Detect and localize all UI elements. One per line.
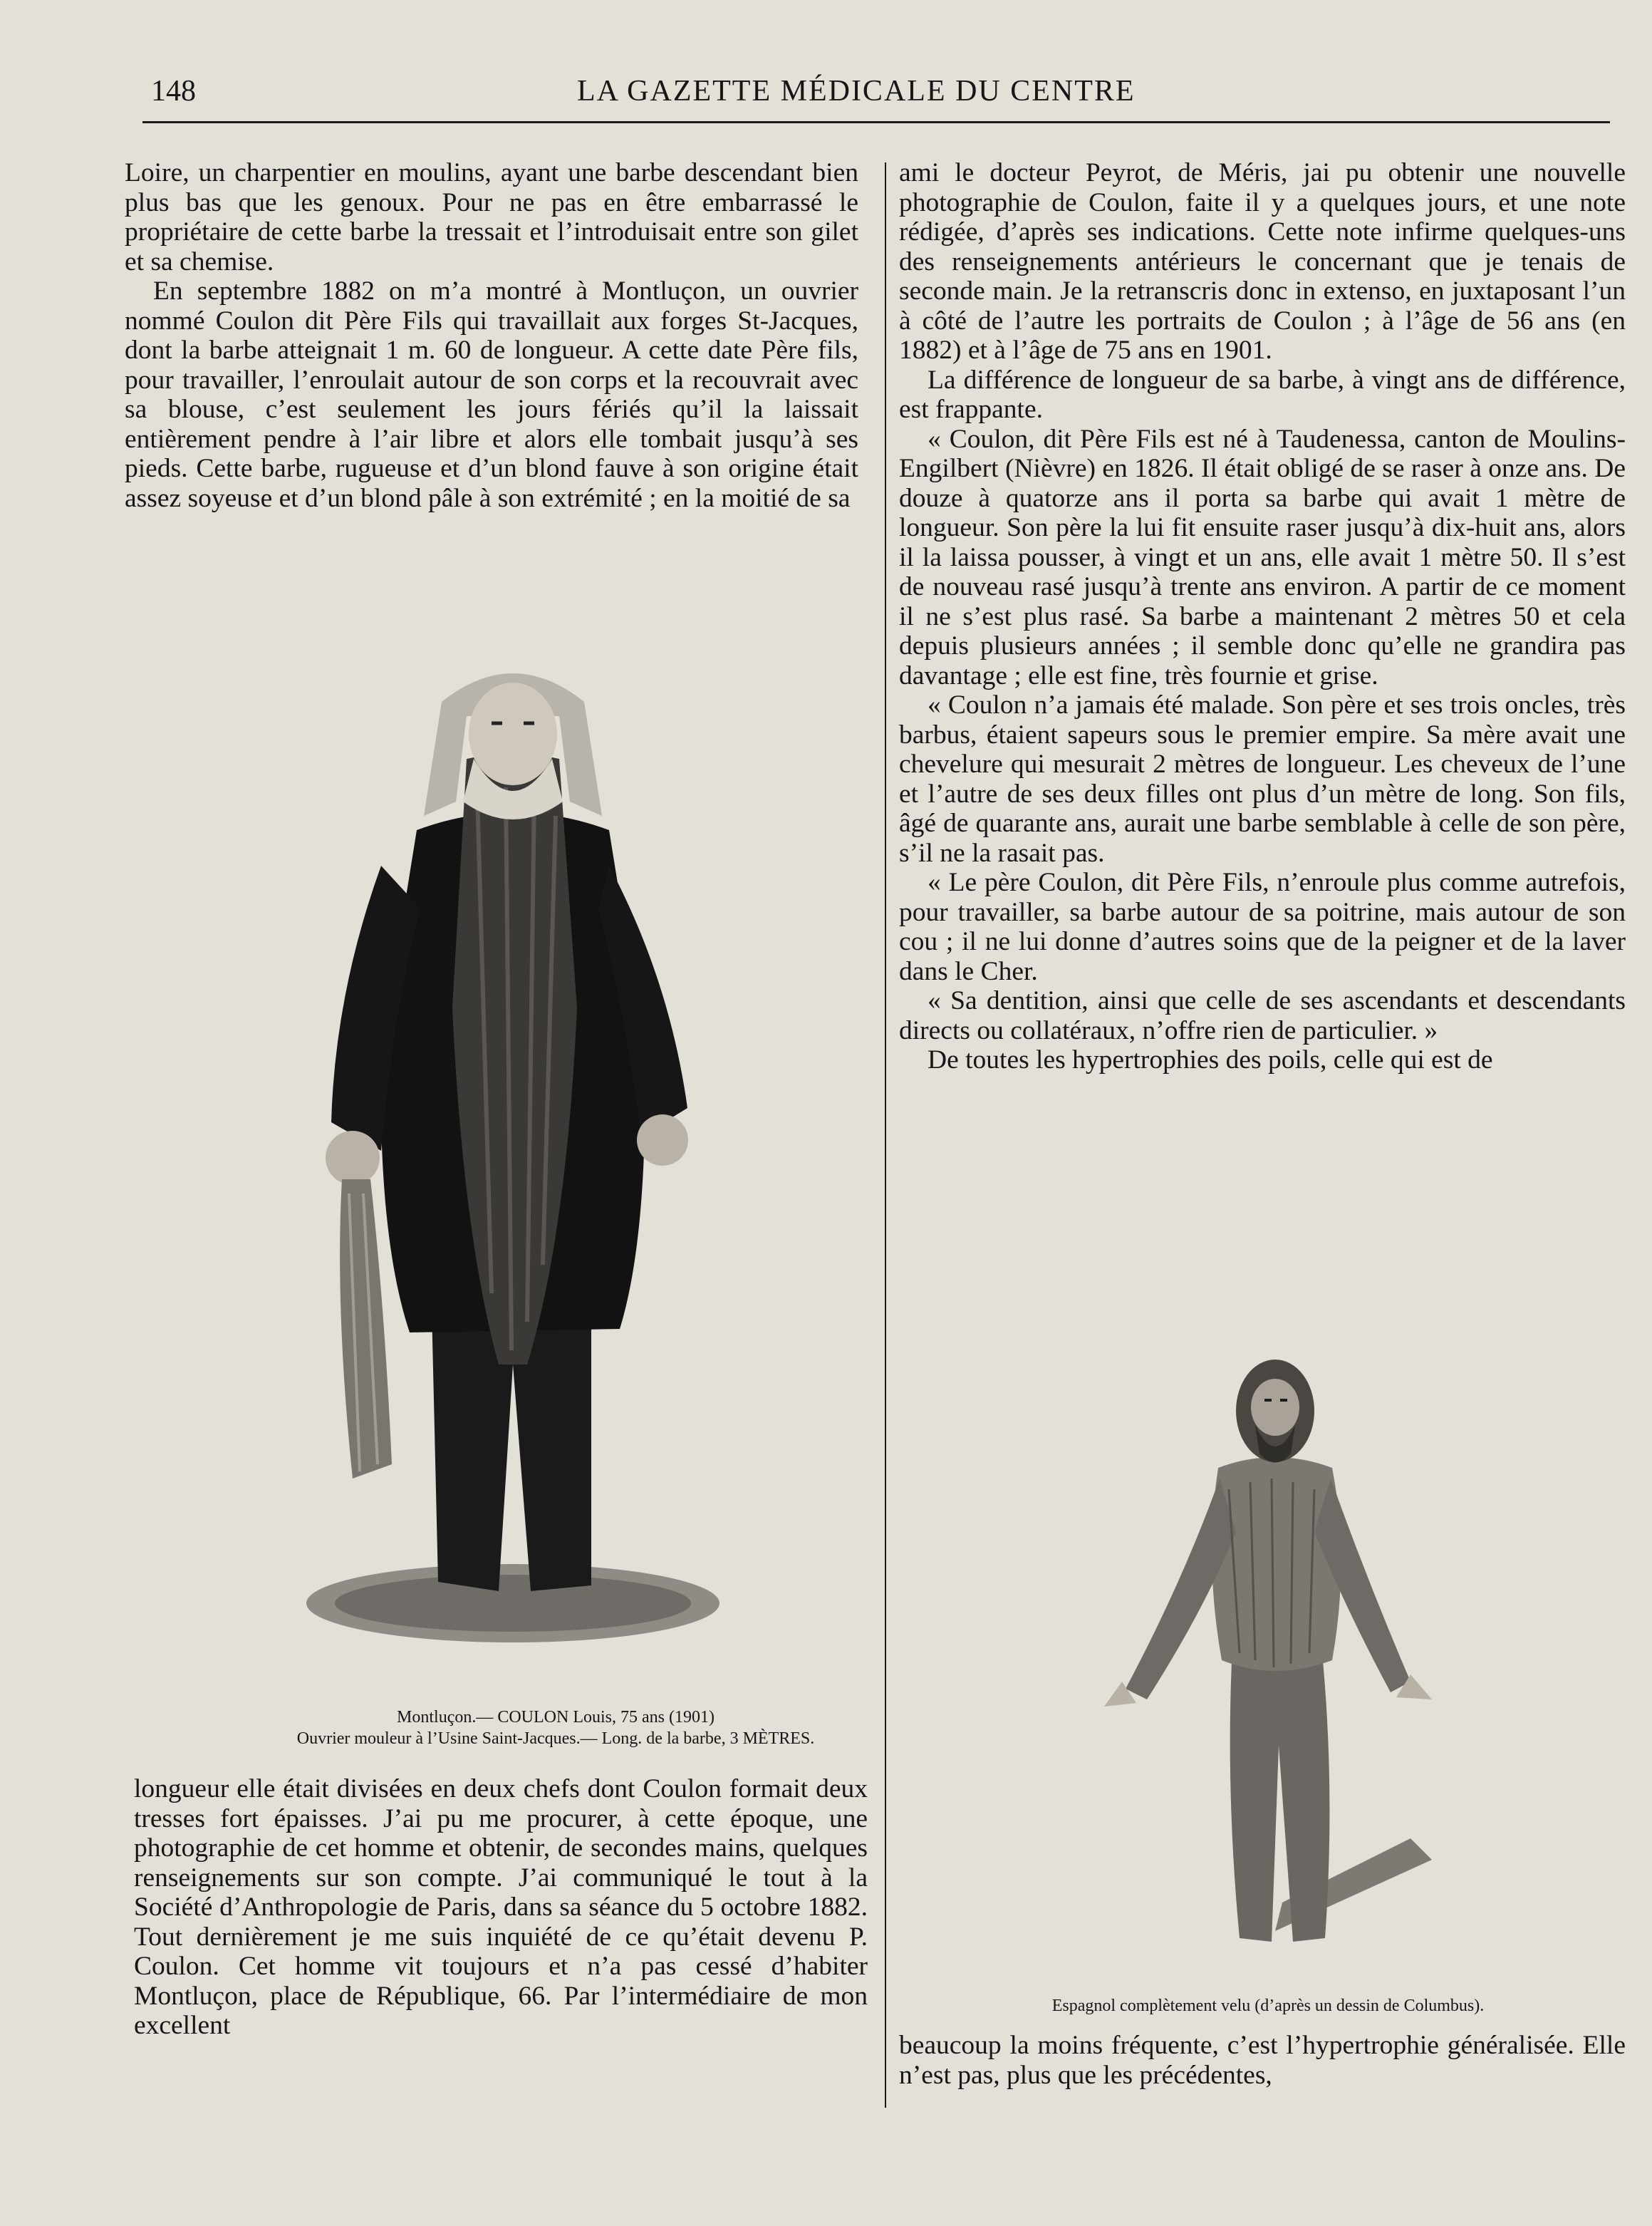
caption-line: Ouvrier mouleur à l’Usine Saint-Jacques.— Long. de la barbe, 3 MÈTRES. (296, 1729, 815, 1748)
paragraph: Loire, un charpentier en moulins, ayant une barbe descendant bien plus bas que les genoux. Pour ne pas en être embarrassé le propriétaire de cette barbe la tressait et l’introduisait entre son gilet et sa chemise. (125, 158, 858, 276)
paragraph: beaucoup la moins fréquente, c’est l’hypertrophie généralisée. Elle n’est pas, plus que les précédentes, (899, 2031, 1626, 2090)
paragraph: « Le père Coulon, dit Père Fils, n’enroule plus comme autrefois, pour travailler, sa barbe autour de sa poitrine, mais autour de son cou ; il ne lui donne d’autres soins que de la peigner et de la laver dans le Cher. (899, 868, 1626, 986)
paragraph: « Coulon n’a jamais été malade. Son père et ses trois oncles, très barbus, étaient sapeurs sous le premier empire. Sa mère avait une chevelure qui mesurait 2 mètres de longueur. Les cheveux de l’une et l’autre de ses deux filles ont plus d’un mètre de long. Son fils, âgé de quarante ans, aurait une barbe semblable à celle de son père, s’il ne la rasait pas. (899, 690, 1626, 868)
journal-title: LA GAZETTE MÉDICALE DU CENTRE (577, 75, 1136, 108)
hairy-man-drawing-icon (1097, 1347, 1439, 1967)
header-rule (142, 121, 1610, 123)
page-number: 148 (151, 75, 196, 108)
left-column-top-text (125, 158, 858, 513)
left-figure-caption (235, 1707, 876, 1749)
bearded-man-photograph-icon (285, 652, 741, 1650)
right-column-text (899, 158, 1626, 1075)
right-figure-caption: Espagnol complètement velu (d’après un dessin de Columbus). (1051, 1997, 1485, 2015)
paragraph: « Sa dentition, ainsi que celle de ses ascendants et descendants directs ou collatéraux, n’offre rien de particulier. » (899, 986, 1626, 1045)
paragraph: longueur elle était divisées en deux chefs dont Coulon formait deux tresses fort épaisses. J’ai pu me procurer, à cette époque, une photographie de cet homme et obtenir, de secondes mains, quelques renseignements sur son compte. J’ai communiqué le tout à la Société d’Anthropologie de Paris, dans sa séance du 5 octobre 1882. Tout dernièrement je me suis inquiété de ce qu’était devenu P. Coulon. Cet homme vit toujours et n’a pas cessé d’habiter Montluçon, place de République, 66. Par l’intermédiaire de mon excellent (134, 1774, 868, 2040)
caption-line: Montluçon.— COULON Louis, 75 ans (1901) (397, 1708, 715, 1727)
column-divider (885, 162, 886, 2108)
left-column-bottom-text (134, 1774, 868, 2041)
paragraph: De toutes les hypertrophies des poils, celle qui est de (928, 1045, 1493, 1075)
right-column-bottom-text (899, 2031, 1626, 2090)
paragraph: En septembre 1882 on m’a montré à Montluçon, un ouvrier nommé Coulon dit Père Fils qui travaillait aux forges St-Jacques, dont la barbe atteignait 1 m. 60 de longueur. A cette date Père fils, pour travailler, l’enroulait autour de son corps et la recouvrait avec sa blouse, c’est seulement les jours fériés qu’il la laissait entièrement pendre à l’air libre et alors elle tombait jusqu’à ses pieds. Cette barbe, rugueuse et d’un blond fauve à son origine était assez soyeuse et d’un blond pâle à son extrémité ; en la moitié de sa (125, 276, 858, 513)
paragraph: ami le docteur Peyrot, de Méris, jai pu obtenir une nouvelle photographie de Coulon, faite il y a quelques jours, et une note rédigée, d’après ses indications. Cette note infirme quelques-uns des renseignements antérieurs le concernant que je tenais de seconde main. Je la retranscris donc in extenso, en juxtaposant l’un à côté de l’autre les portraits de Coulon ; à l’âge de 56 ans (en 1882) et à l’âge de 75 ans en 1901. (899, 158, 1626, 365)
paragraph: La différence de longueur de sa barbe, à vingt ans de différence, est frappante. (899, 365, 1626, 424)
paragraph: « Coulon, dit Père Fils est né à Taudenessa, canton de Moulins-Engilbert (Nièvre) en 1826. Il était obligé de se raser à onze ans. De douze à quatorze ans il porta sa barbe qui avait 1 mètre de longueur. Son père la lui fit ensuite raser jusqu’à dix-huit ans, alors il la laissa pousser, à vingt et un ans, elle avait 1 mètre 50. Il s’est de nouveau rasé jusqu’à trente ans environ. A partir de ce moment il ne s’est plus rasé. Sa barbe a maintenant 2 mètres 50 et cela depuis plusieurs années ; il semble donc qu’elle ne grandira pas davantage ; elle est fine, très fournie et grise. (899, 424, 1626, 690)
page-header (142, 71, 1610, 114)
